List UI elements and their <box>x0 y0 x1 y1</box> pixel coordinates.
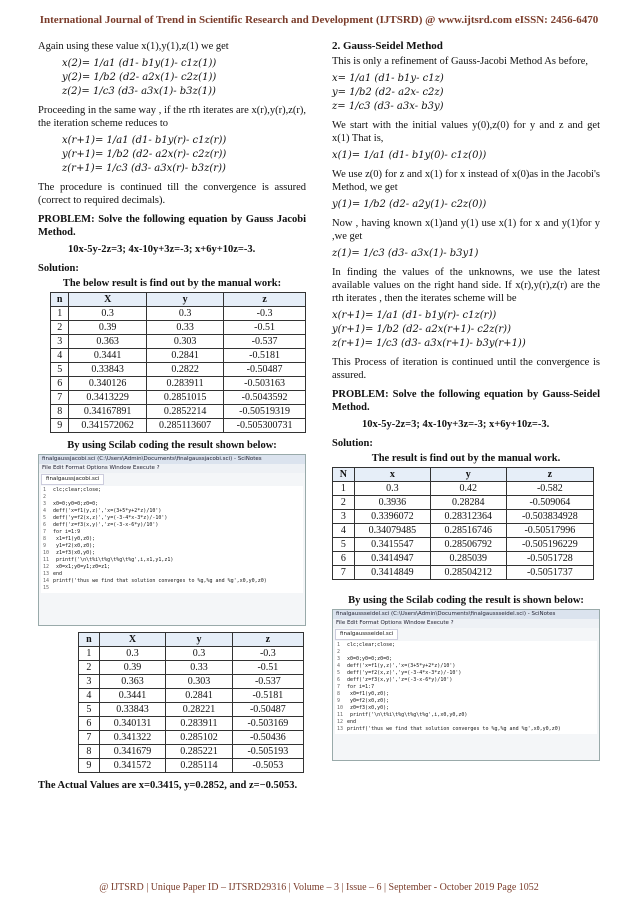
scinotes-menu: File Edit Format Options Window Execute ? <box>333 619 599 628</box>
jacobi-scilab-header-cell: y <box>166 633 232 647</box>
journal-header: International Journal of Trend in Scientific Research and Development (IJTSRD) @ www.ijtsrd.com eISSN: 2456-6470 <box>39 14 599 26</box>
code-text: y1=f2(x0,z0); <box>53 543 96 549</box>
seidel-manual-cell: 0.28506792 <box>430 538 506 552</box>
jacobi-scilab-row <box>79 661 304 675</box>
code-line <box>43 564 301 571</box>
line-number: 12 <box>337 719 344 725</box>
code-line <box>43 536 301 543</box>
line-number: 3 <box>337 656 341 662</box>
jacobi-manual-cell: 0.285113607 <box>146 419 223 433</box>
line-number: 1 <box>337 642 341 648</box>
code-line <box>43 508 301 515</box>
page-footer: @ IJTSRD | Unique Paper ID – IJTSRD29316 | Volume – 3 | Issue – 6 | September - October 2019 Page 1052 <box>99 882 539 893</box>
code-text: deff('x=f1(y,z)','x=(3+5*y+2*z)/10') <box>53 508 162 514</box>
seidel-manual-cell: 4 <box>333 524 355 538</box>
code-line <box>337 649 595 656</box>
eq-x1: x(1)= 1/a1 (d1- b1y(0)- c1z(0)) <box>332 150 487 161</box>
jacobi-scilab-header-cell: X <box>99 633 165 647</box>
seidel-manual-row <box>333 552 594 566</box>
code-text: printf('thus we find that solution converges to %g,%g and %g',x0,y0,z0) <box>347 726 561 732</box>
code-text: deff('y=f2(x,z)','y=(-3-4*x-3*z)/-10') <box>53 515 168 521</box>
code-text: x0=f1(y0,z0); <box>347 691 390 697</box>
jacobi-manual-cell: 0.34167891 <box>69 405 147 419</box>
right-latest: In finding the values of the unknowns, we use the latest available values on the right hand side. If x(r),y(r),z(r) are the rth iterates , then the iterates scheme will be <box>332 267 600 304</box>
line-number: 11 <box>43 557 50 563</box>
seidel-manual-cell: -0.5051728 <box>506 552 593 566</box>
jacobi-scilab-row <box>79 759 304 773</box>
right-column <box>332 40 600 767</box>
jacobi-scilab-cell: 0.341679 <box>99 745 165 759</box>
jacobi-manual-cell: 0.3 <box>146 307 223 321</box>
seidel-manual-cell: 0.3936 <box>354 496 430 510</box>
jacobi-scilab-cell: 0.33843 <box>99 703 165 717</box>
jacobi-manual-cell: -0.50519319 <box>224 405 306 419</box>
code-text: clc;clear;close; <box>53 487 102 493</box>
line-number: 15 <box>43 585 50 591</box>
jacobi-scilab-cell: 6 <box>79 717 100 731</box>
jacobi-scilab-table <box>78 632 304 773</box>
jacobi-scilab-row <box>79 703 304 717</box>
left-problem-equations: 10x-5y-2z=3; 4x-10y+3z=-3; x+6y+10z=-3. <box>68 244 256 255</box>
code-line <box>43 543 301 550</box>
right-process: This Process of iteration is continued until the convergence is assured. <box>332 357 600 381</box>
jacobi-scilab-cell: 0.341322 <box>99 731 165 745</box>
jacobi-manual-row <box>51 377 306 391</box>
scinotes-code <box>41 486 303 593</box>
code-line <box>337 719 595 726</box>
jacobi-scilab-cell: -0.503169 <box>232 717 303 731</box>
seidel-manual-row <box>333 510 594 524</box>
code-line <box>337 705 595 712</box>
code-text: deff('x=f1(y,z)','x=(3+5*y+2*z)/10') <box>347 663 456 669</box>
eq-seidel-x: x(r+1)= 1/a1 (d1- b1y(r)- c1z(r)) <box>332 310 497 321</box>
eq-x2: x(2)= 1/a1 (d1- b1y(1)- c1z(1)) <box>62 58 217 69</box>
code-line <box>43 501 301 508</box>
line-number: 4 <box>43 508 47 514</box>
jacobi-manual-cell: 0.2852214 <box>146 405 223 419</box>
seidel-manual-cell: 2 <box>333 496 355 510</box>
seidel-manual-cell: 5 <box>333 538 355 552</box>
jacobi-manual-table <box>50 292 306 433</box>
jacobi-manual-cell: 6 <box>51 377 69 391</box>
jacobi-manual-cell: -0.503163 <box>224 377 306 391</box>
eq-yr1: y(r+1)= 1/b2 (d2- a2x(r)- c2z(r)) <box>62 149 227 160</box>
line-number: 9 <box>43 543 47 549</box>
jacobi-scilab-cell: -0.505193 <box>232 745 303 759</box>
seidel-manual-row <box>333 496 594 510</box>
code-line <box>337 677 595 684</box>
seidel-manual-row <box>333 538 594 552</box>
code-text: clc;clear;close; <box>347 642 396 648</box>
code-text: end <box>347 719 357 725</box>
seidel-manual-cell: 0.42 <box>430 482 506 496</box>
right-scilab-caption: By using the Scilab coding the result is shown below: <box>348 595 584 606</box>
eq-seidel-z: z(r+1)= 1/c3 (d3- a3x(r+1)- b3y(r+1)) <box>332 338 526 349</box>
jacobi-manual-row <box>51 335 306 349</box>
line-number: 8 <box>337 691 341 697</box>
jacobi-manual-cell: 8 <box>51 405 69 419</box>
jacobi-scilab-cell: 0.363 <box>99 675 165 689</box>
seidel-manual-cell: 0.28284 <box>430 496 506 510</box>
jacobi-manual-row <box>51 391 306 405</box>
scinotes-title: finalgaussseidel.sci (C:\Users\Admin\Documents\finalgaussseidel.sci) - SciNotes <box>333 610 599 619</box>
jacobi-manual-cell: 0.283911 <box>146 377 223 391</box>
eq-seidel-y: y(r+1)= 1/b2 (d2- a2x(r+1)- c2z(r)) <box>332 324 511 335</box>
jacobi-scilab-row <box>79 689 304 703</box>
eq-zr1: z(r+1)= 1/c3 (d3- a3x(r)- b3z(r)) <box>62 163 226 174</box>
scinotes-title: finalgaussjacobi.sci (C:\Users\Admin\Documents\finalgaussjacobi.sci) - SciNotes <box>39 455 305 464</box>
jacobi-manual-cell: -0.3 <box>224 307 306 321</box>
seidel-manual-cell: 0.3 <box>354 482 430 496</box>
jacobi-scilab-cell: 0.285221 <box>166 745 232 759</box>
code-line <box>43 557 301 564</box>
code-text: x0=0;y0=0;z0=0; <box>347 656 393 662</box>
eq-y2: y(2)= 1/b2 (d2- a2x(1)- c2z(1)) <box>62 72 217 83</box>
jacobi-manual-header-cell: X <box>69 293 147 307</box>
jacobi-manual-row <box>51 307 306 321</box>
left-procedure: The procedure is continued till the convergence is assured (correct to required decimals). <box>38 182 306 206</box>
line-number: 7 <box>337 684 341 690</box>
code-text: printf('\n\t%i\t%g\t%g\t%g',i,x1,y1,z1) <box>53 557 174 563</box>
left-problem: PROBLEM: Solve the following equation by Gauss Jacobi Method. <box>38 214 306 238</box>
jacobi-manual-cell: -0.5043592 <box>224 391 306 405</box>
seidel-manual-cell: 0.34079485 <box>354 524 430 538</box>
code-line <box>43 529 301 536</box>
seidel-manual-table <box>332 467 594 580</box>
code-line <box>43 494 301 501</box>
jacobi-scilab-cell: -0.50436 <box>232 731 303 745</box>
jacobi-manual-row <box>51 363 306 377</box>
eq-z1: z(1)= 1/c3 (d3- a3x(1)- b3y1) <box>332 248 479 259</box>
left-column <box>38 40 306 796</box>
right-now: Now , having known x(1)and y(1) use x(1) for x and y(1)for y ,we get <box>332 218 600 242</box>
jacobi-scilab-cell: 4 <box>79 689 100 703</box>
code-line <box>337 656 595 663</box>
jacobi-manual-cell: 0.341572062 <box>69 419 147 433</box>
jacobi-scilab-cell: 3 <box>79 675 100 689</box>
eq-z: z= 1/c3 (d3- a3x- b3y) <box>332 101 444 112</box>
code-line <box>43 487 301 494</box>
jacobi-manual-cell: 0.33 <box>146 321 223 335</box>
code-text: end <box>53 571 63 577</box>
code-line <box>43 515 301 522</box>
right-use: We use z(0) for z and x(1) for x instead of x(0)as in the Jacobi's Method, we get <box>332 169 600 193</box>
code-line <box>337 698 595 705</box>
line-number: 2 <box>337 649 341 655</box>
line-number: 8 <box>43 536 47 542</box>
jacobi-manual-cell: 0.3 <box>69 307 147 321</box>
jacobi-scilab-cell: -0.3 <box>232 647 303 661</box>
seidel-manual-cell: 7 <box>333 566 355 580</box>
jacobi-manual-cell: -0.5181 <box>224 349 306 363</box>
jacobi-scilab-cell: -0.5181 <box>232 689 303 703</box>
seidel-manual-header-cell: N <box>333 468 355 482</box>
seidel-manual-cell: 0.3396072 <box>354 510 430 524</box>
jacobi-manual-header-cell: z <box>224 293 306 307</box>
jacobi-scilab-cell: 0.3 <box>99 647 165 661</box>
eq-x: x= 1/a1 (d1- b1y- c1z) <box>332 73 444 84</box>
jacobi-scilab-cell: 5 <box>79 703 100 717</box>
jacobi-manual-row <box>51 419 306 433</box>
seidel-manual-cell: -0.582 <box>506 482 593 496</box>
seidel-manual-cell: 0.3414849 <box>354 566 430 580</box>
right-start: We start with the initial values y(0),z(0) for y and z and get x(1) That is, <box>332 120 600 144</box>
line-number: 13 <box>43 571 50 577</box>
seidel-manual-cell: 0.285039 <box>430 552 506 566</box>
code-line <box>43 571 301 578</box>
code-text: x0=x1;y0=y1;z0=z1; <box>53 564 111 570</box>
left-manual-caption: The below result is find out by the manual work: <box>62 278 282 289</box>
code-line <box>337 712 595 719</box>
jacobi-scilab-cell: -0.5053 <box>232 759 303 773</box>
jacobi-scilab-header-cell: n <box>79 633 100 647</box>
jacobi-scilab-row <box>79 675 304 689</box>
seidel-manual-cell: -0.509064 <box>506 496 593 510</box>
line-number: 2 <box>43 494 47 500</box>
code-line <box>337 663 595 670</box>
seidel-manual-row <box>333 566 594 580</box>
code-text: deff('z=f3(x,y)','z=(-3-x-6*y)/10') <box>347 677 453 683</box>
jacobi-manual-cell: -0.537 <box>224 335 306 349</box>
code-text: x0=0;y0=0;z0=0; <box>53 501 99 507</box>
line-number: 5 <box>337 670 341 676</box>
jacobi-manual-cell: 0.340126 <box>69 377 147 391</box>
seidel-manual-cell: 0.28516746 <box>430 524 506 538</box>
seidel-manual-header-cell: z <box>506 468 593 482</box>
jacobi-manual-cell: 0.3441 <box>69 349 147 363</box>
seidel-manual-row <box>333 482 594 496</box>
left-scilab-caption: By using Scilab coding the result shown below: <box>67 440 277 451</box>
line-number: 12 <box>43 564 50 570</box>
actual-values: The Actual Values are x=0.3415, y=0.2852, and z=−0.5053. <box>38 780 298 791</box>
jacobi-manual-cell: 1 <box>51 307 69 321</box>
jacobi-scilab-cell: 0.285102 <box>166 731 232 745</box>
code-text: printf('\n\t%i\t%g\t%g\t%g',i,x0,y0,z0) <box>347 712 468 718</box>
jacobi-scilab-cell: 0.28221 <box>166 703 232 717</box>
jacobi-manual-cell: 0.2841 <box>146 349 223 363</box>
seidel-manual-cell: 1 <box>333 482 355 496</box>
jacobi-manual-cell: 2 <box>51 321 69 335</box>
line-number: 9 <box>337 698 341 704</box>
jacobi-scilab-cell: 1 <box>79 647 100 661</box>
jacobi-manual-cell: 0.363 <box>69 335 147 349</box>
line-number: 7 <box>43 529 47 535</box>
line-number: 10 <box>337 705 344 711</box>
code-line <box>43 550 301 557</box>
left-solution-label: Solution: <box>38 263 79 274</box>
eq-xr1: x(r+1)= 1/a1 (d1- b1y(r)- c1z(r)) <box>62 135 227 146</box>
eq-y: y= 1/b2 (d2- a2x- c2z) <box>332 87 444 98</box>
jacobi-manual-cell: -0.51 <box>224 321 306 335</box>
code-line <box>43 522 301 529</box>
line-number: 13 <box>337 726 344 732</box>
jacobi-scilab-row <box>79 647 304 661</box>
jacobi-scilab-cell: -0.51 <box>232 661 303 675</box>
gauss-seidel-heading: 2. Gauss-Seidel Method <box>332 40 443 52</box>
line-number: 6 <box>337 677 341 683</box>
jacobi-scilab-cell: 0.3 <box>166 647 232 661</box>
code-text: deff('y=f2(x,z)','y=(-3-4*x-3*z)/-10') <box>347 670 462 676</box>
eq-z2: z(2)= 1/c3 (d3- a3x(1)- b3z(1)) <box>62 86 216 97</box>
seidel-manual-cell: -0.50517996 <box>506 524 593 538</box>
code-line <box>337 726 595 733</box>
right-manual-caption: The result is find out by the manual work. <box>371 453 561 464</box>
right-problem-equations: 10x-5y-2z=3; 4x-10y+3z=-3; x+6y+10z=-3. <box>362 419 550 430</box>
right-intro: This is only a refinement of Gauss-Jacobi Method As before, <box>332 56 589 67</box>
line-number: 10 <box>43 550 50 556</box>
right-solution-label: Solution: <box>332 438 373 449</box>
jacobi-manual-cell: 0.3413229 <box>69 391 147 405</box>
jacobi-scilab-row <box>79 745 304 759</box>
jacobi-scilab-cell: 8 <box>79 745 100 759</box>
jacobi-manual-cell: 3 <box>51 335 69 349</box>
code-text: printf('thus we find that solution converges to %g,%g and %g',x0,y0,z0) <box>53 578 267 584</box>
jacobi-scilab-cell: 0.340131 <box>99 717 165 731</box>
line-number: 1 <box>43 487 47 493</box>
jacobi-scilab-cell: 9 <box>79 759 100 773</box>
jacobi-scilab-cell: 0.303 <box>166 675 232 689</box>
line-number: 6 <box>43 522 47 528</box>
seidel-manual-header-cell: x <box>354 468 430 482</box>
line-number: 11 <box>337 712 344 718</box>
jacobi-scilab-cell: 0.283911 <box>166 717 232 731</box>
line-number: 5 <box>43 515 47 521</box>
jacobi-scilab-header-cell: z <box>232 633 303 647</box>
code-line <box>337 684 595 691</box>
jacobi-scilab-cell: 0.33 <box>166 661 232 675</box>
seidel-manual-cell: 0.28504212 <box>430 566 506 580</box>
code-line <box>337 642 595 649</box>
scinotes-tab: finalgaussseidel.sci <box>335 629 398 640</box>
left-proceeding: Proceeding in the same way , if the rth iterates are x(r),y(r),z(r), the iteration scheme reduces to <box>38 105 306 129</box>
jacobi-manual-cell: 0.303 <box>146 335 223 349</box>
eq-y1: y(1)= 1/b2 (d2- a2y(1)- c2z(0)) <box>332 199 487 210</box>
jacobi-scilab-cell: 0.3441 <box>99 689 165 703</box>
seidel-manual-cell: 0.3414947 <box>354 552 430 566</box>
code-text: y0=f2(x0,z0); <box>347 698 390 704</box>
code-text: x1=f1(y0,z0); <box>53 536 96 542</box>
scinotes-seidel-screenshot <box>332 609 600 761</box>
jacobi-scilab-cell: 2 <box>79 661 100 675</box>
jacobi-manual-cell: 0.33843 <box>69 363 147 377</box>
jacobi-scilab-cell: 0.2841 <box>166 689 232 703</box>
line-number: 4 <box>337 663 341 669</box>
code-line <box>43 585 301 592</box>
jacobi-manual-cell: 0.2851015 <box>146 391 223 405</box>
jacobi-manual-row <box>51 405 306 419</box>
jacobi-scilab-cell: 0.39 <box>99 661 165 675</box>
jacobi-manual-row <box>51 321 306 335</box>
seidel-manual-cell: -0.505196229 <box>506 538 593 552</box>
jacobi-manual-cell: 0.39 <box>69 321 147 335</box>
jacobi-scilab-cell: -0.537 <box>232 675 303 689</box>
code-text: for i=1:9 <box>53 529 81 535</box>
jacobi-scilab-cell: 7 <box>79 731 100 745</box>
scinotes-code <box>335 641 597 734</box>
scinotes-jacobi-screenshot <box>38 454 306 626</box>
jacobi-manual-cell: 5 <box>51 363 69 377</box>
seidel-manual-cell: 0.28312364 <box>430 510 506 524</box>
seidel-manual-cell: 0.3415547 <box>354 538 430 552</box>
jacobi-scilab-cell: 0.285114 <box>166 759 232 773</box>
code-line <box>337 670 595 677</box>
code-line <box>43 578 301 585</box>
left-intro: Again using these value x(1),y(1),z(1) we get <box>38 41 229 52</box>
jacobi-manual-cell: 0.2822 <box>146 363 223 377</box>
scinotes-tab: finalgaussjacobi.sci <box>41 474 104 485</box>
seidel-manual-row <box>333 524 594 538</box>
jacobi-manual-row <box>51 349 306 363</box>
jacobi-manual-cell: 9 <box>51 419 69 433</box>
jacobi-scilab-cell: 0.341572 <box>99 759 165 773</box>
seidel-manual-cell: -0.503834928 <box>506 510 593 524</box>
seidel-manual-header-cell: y <box>430 468 506 482</box>
code-text: deff('z=f3(x,y)','z=(-3-x-6*y)/10') <box>53 522 159 528</box>
line-number: 3 <box>43 501 47 507</box>
jacobi-manual-header-cell: n <box>51 293 69 307</box>
code-line <box>337 691 595 698</box>
jacobi-scilab-row <box>79 717 304 731</box>
jacobi-scilab-row <box>79 731 304 745</box>
code-text: z0=f3(x0,y0); <box>347 705 390 711</box>
jacobi-scilab-cell: -0.50487 <box>232 703 303 717</box>
scinotes-menu: File Edit Format Options Window Execute ? <box>39 464 305 473</box>
seidel-manual-cell: 3 <box>333 510 355 524</box>
seidel-manual-cell: -0.5051737 <box>506 566 593 580</box>
jacobi-manual-cell: 4 <box>51 349 69 363</box>
code-text: z1=f3(x0,y0); <box>53 550 96 556</box>
jacobi-manual-header-cell: y <box>146 293 223 307</box>
right-problem: PROBLEM: Solve the following equation by Gauss-Seidel Method. <box>332 389 600 413</box>
jacobi-manual-cell: 7 <box>51 391 69 405</box>
jacobi-manual-cell: -0.50487 <box>224 363 306 377</box>
seidel-manual-cell: 6 <box>333 552 355 566</box>
jacobi-manual-cell: -0.505300731 <box>224 419 306 433</box>
code-text: for i=1:7 <box>347 684 375 690</box>
line-number: 14 <box>43 578 50 584</box>
